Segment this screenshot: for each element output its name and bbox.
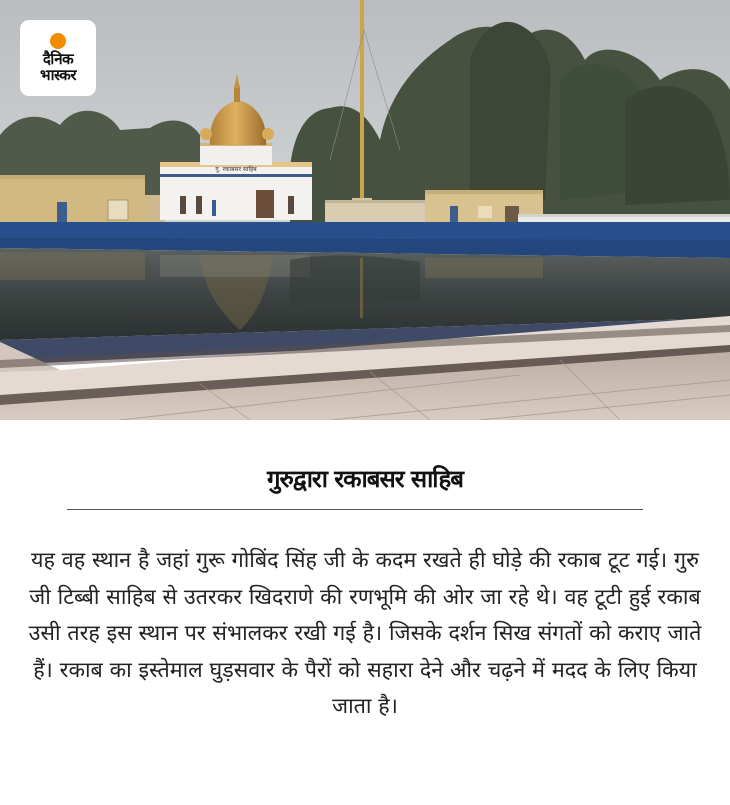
- sun-icon: [50, 33, 66, 49]
- signboard-text: गु. रकाबसर साहिब: [215, 166, 257, 173]
- logo-line-1: दैनिक: [42, 50, 74, 68]
- headline: गुरुद्वारा रकाबसर साहिब: [267, 465, 463, 493]
- logo-line-2: भास्कर: [40, 66, 76, 84]
- dainik-bhaskar-logo: [20, 20, 96, 96]
- headline-divider: [67, 509, 643, 510]
- article-body: यह वह स्थान है जहां गुरू गोबिंद सिंह जी के कदम रखते ही घोड़े की रकाब टूट गई। गुरु जी टिब्बी साहिब से उतरकर खिदराणे की रणभूमि की ओर जा रहे थे। वह टूटी हुई रकाब उसी तरह इस स्थान पर संभालकर रखी गई है। जिसके दर्शन सिख संगतों को कराए जाते हैं। रकाब का इस्तेमाल घुड़सवार के पैरों को सहारा देने और चढ़ने में मदद के लिए किया जाता है।: [28, 548, 702, 719]
